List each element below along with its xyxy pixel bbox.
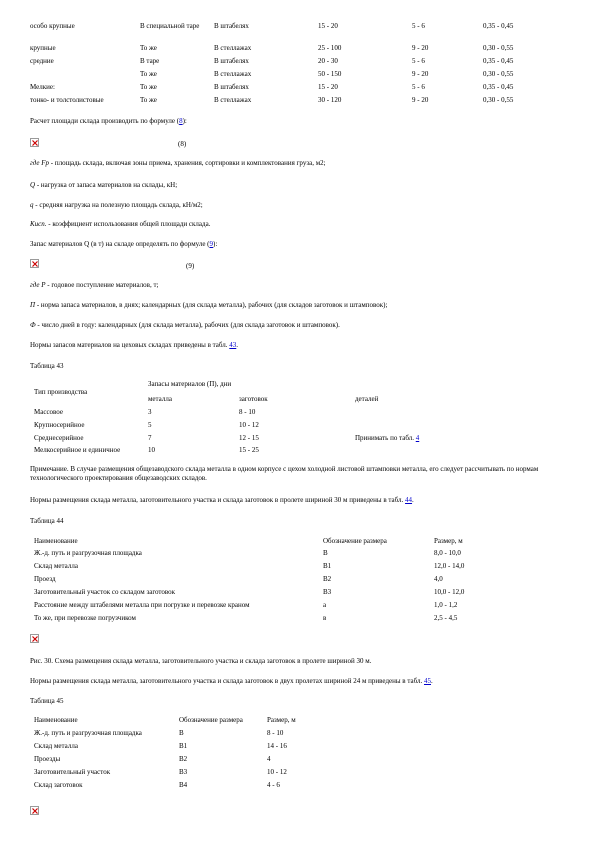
table-cell: 0,30 - 0,55 bbox=[483, 70, 514, 78]
paragraph bbox=[30, 677, 433, 686]
table-caption: Таблица 44 bbox=[30, 517, 64, 525]
table-cell: 0,35 - 0,45 bbox=[483, 57, 514, 65]
variable: где Fp bbox=[30, 159, 49, 167]
table-cell: средние bbox=[30, 57, 54, 65]
table-cell: B4 bbox=[179, 781, 188, 789]
paragraph-text: - годовое поступление материалов, т; bbox=[45, 281, 159, 289]
table-cell: 5 - 6 bbox=[412, 83, 425, 91]
column-header: Размер, м bbox=[434, 537, 463, 545]
table-cell: Мелкие: bbox=[30, 83, 55, 91]
paragraph-text: . bbox=[431, 677, 433, 685]
table-cell: Заготовительный участок со складом заготовок bbox=[34, 588, 176, 596]
note-paragraph: Примечание. В случае размещения общезаводского склада металла в одном корпусе с цехом холодной листовой штамповки металла, его следует рассчитывать по нормам технологического проектирования общезаводских складов. bbox=[30, 465, 539, 482]
column-header: деталей bbox=[355, 395, 379, 403]
table-cell: 0,30 - 0,55 bbox=[483, 44, 514, 52]
paragraph bbox=[30, 181, 177, 190]
table-cell: крупные bbox=[30, 44, 56, 52]
formula-link[interactable]: 8 bbox=[179, 117, 183, 125]
table-cell: 2,5 - 4,5 bbox=[434, 614, 458, 622]
table-link[interactable]: 43 bbox=[229, 341, 237, 349]
paragraph-text: - нагрузка от запаса материалов на склады, кН; bbox=[35, 181, 178, 189]
table-cell: В специальной таре bbox=[140, 22, 200, 30]
table-cell: 8 - 10 bbox=[267, 729, 284, 737]
table-cell: 14 - 16 bbox=[267, 742, 287, 750]
paragraph-text: - площадь склада, включая зоны приема, хранения, сортировки и комплектования груза, м2; bbox=[49, 159, 326, 167]
table-cell: 1,0 - 1,2 bbox=[434, 601, 458, 609]
table-cell: 25 - 100 bbox=[318, 44, 342, 52]
table-cell: Склад заготовок bbox=[34, 781, 83, 789]
broken-image-icon bbox=[30, 806, 39, 815]
table-cell: B1 bbox=[179, 742, 188, 750]
paragraph-text: . bbox=[412, 496, 414, 504]
table-cell: Среднесерийное bbox=[34, 434, 84, 442]
paragraph bbox=[30, 281, 158, 290]
column-header: Наименование bbox=[34, 716, 78, 724]
column-header: Наименование bbox=[34, 537, 78, 545]
table-cell: 5 - 6 bbox=[412, 57, 425, 65]
table-cell: В стеллажах bbox=[214, 70, 252, 78]
table-cell: 8,0 - 10,0 bbox=[434, 549, 461, 557]
paragraph bbox=[30, 201, 203, 210]
table-cell: 15 - 25 bbox=[239, 446, 259, 454]
table-cell: 0,35 - 0,45 bbox=[483, 83, 514, 91]
table-caption: Таблица 43 bbox=[30, 362, 64, 370]
table-cell: 9 - 20 bbox=[412, 44, 429, 52]
paragraph bbox=[30, 240, 217, 249]
table-cell: 15 - 20 bbox=[318, 22, 338, 30]
table-cell: 5 - 6 bbox=[412, 22, 425, 30]
table-cell: 7 bbox=[148, 434, 152, 442]
paragraph-text: - число дней в году: календарных (для склада металла), рабочих (для склада заготовок и штамповок). bbox=[35, 321, 340, 329]
table-cell: особо крупные bbox=[30, 22, 75, 30]
table-cell: То же bbox=[140, 70, 157, 78]
table-link[interactable]: 4 bbox=[415, 434, 420, 442]
table-cell: То же bbox=[140, 44, 157, 52]
variable: q bbox=[30, 201, 34, 209]
table-cell: 10,0 - 12,0 bbox=[434, 588, 465, 596]
paragraph bbox=[30, 321, 340, 330]
formula-link[interactable]: 9 bbox=[209, 240, 214, 248]
column-header: Размер, м bbox=[267, 716, 296, 724]
table-cell: 30 - 120 bbox=[318, 96, 342, 104]
table-cell: Заготовительный участок bbox=[34, 768, 111, 776]
column-group-header: Запасы материалов (П), дни bbox=[148, 380, 232, 388]
paragraph-text: Нормы размещения склада металла, заготовительного участка и склада заготовок в пролете шириной 30 м приведены в табл. bbox=[30, 496, 406, 504]
formula-number: (8) bbox=[178, 140, 187, 148]
table-cell: 10 - 12 bbox=[267, 768, 287, 776]
table-cell: 10 bbox=[148, 446, 155, 454]
broken-image-icon bbox=[30, 259, 39, 268]
column-header: заготовок bbox=[239, 395, 268, 403]
paragraph bbox=[30, 117, 187, 126]
variable: где Р bbox=[30, 281, 46, 289]
paragraph-text: Расчет площади склада производить по формуле ( bbox=[30, 117, 180, 125]
column-header: Тип производства bbox=[34, 388, 88, 396]
table-cell: 0,35 - 0,45 bbox=[483, 22, 514, 30]
column-header: металла bbox=[148, 395, 172, 403]
variable: Кисп. bbox=[30, 220, 47, 228]
paragraph-text: - норма запаса материалов, в днях; календарных (для склада металла), рабочих (для складов заготовок и штамповок); bbox=[35, 301, 388, 309]
table-cell: B3 bbox=[323, 588, 332, 596]
table-cell: a bbox=[323, 601, 327, 609]
table-cell: 4,0 bbox=[434, 575, 443, 583]
paragraph bbox=[30, 220, 210, 229]
table-cell: 9 - 20 bbox=[412, 96, 429, 104]
paragraph bbox=[30, 301, 387, 310]
formula-number: (9) bbox=[186, 262, 195, 270]
table-cell: B2 bbox=[179, 755, 188, 763]
paragraph-text: ): bbox=[182, 117, 187, 125]
table-cell: В штабелях bbox=[214, 22, 249, 30]
paragraph-text: - коэффициент использования общей площади склада. bbox=[46, 220, 211, 228]
table-cell: 3 bbox=[148, 408, 152, 416]
paragraph-text: ): bbox=[213, 240, 218, 248]
table-cell: B bbox=[323, 549, 328, 557]
table-cell: 15 - 20 bbox=[318, 83, 338, 91]
table-cell: То же bbox=[140, 96, 157, 104]
table-cell: 5 bbox=[148, 421, 152, 429]
table-cell: Мелкосерийное и единичное bbox=[34, 446, 121, 454]
table-cell: 0,30 - 0,55 bbox=[483, 96, 514, 104]
broken-image-icon bbox=[30, 634, 39, 643]
table-link[interactable]: 44 bbox=[405, 496, 413, 504]
table-cell: Ж.-д. путь и разгрузочная площадка bbox=[34, 729, 142, 737]
paragraph-text: Запас материалов Q (в т) на складе определять по формуле ( bbox=[30, 240, 210, 248]
table-cell: Ж.-д. путь и разгрузочная площадка bbox=[34, 549, 142, 557]
table-cell: 12 - 15 bbox=[239, 434, 259, 442]
table-cell: 10 - 12 bbox=[239, 421, 259, 429]
table-cell: B3 bbox=[179, 768, 188, 776]
table-cell: 4 bbox=[267, 755, 271, 763]
column-header: Обозначение размера bbox=[323, 537, 387, 545]
paragraph bbox=[30, 496, 414, 505]
paragraph-text: Нормы размещения склада металла, заготовительного участка и склада заготовок в двух пролетах шириной 24 м приведены в табл. bbox=[30, 677, 424, 685]
table-cell: 50 - 150 bbox=[318, 70, 342, 78]
paragraph-text: - средняя нагрузка на полезную площадь склада, кН/м2; bbox=[33, 201, 203, 209]
table-cell: тонко- и толстолистовые bbox=[30, 96, 104, 104]
paragraph-text: . bbox=[236, 341, 239, 349]
table-cell: 8 - 10 bbox=[239, 408, 256, 416]
figure-caption: Рис. 30. Схема размещения склада металла, заготовительного участка и склада заготовок в пролете шириной 30 м. bbox=[30, 657, 372, 665]
table-cell: в bbox=[323, 614, 327, 622]
table-cell: То же, при перевозке погрузчиком bbox=[34, 614, 136, 622]
column-header: Обозначение размера bbox=[179, 716, 243, 724]
variable: П bbox=[30, 301, 36, 309]
table-cell: Проезд bbox=[34, 575, 56, 583]
table-cell: 4 - 6 bbox=[267, 781, 280, 789]
variable: Ф bbox=[30, 321, 36, 329]
table-cell: Склад металла bbox=[34, 742, 78, 750]
table-cell: Массовое bbox=[34, 408, 63, 416]
table-cell: В стеллажах bbox=[214, 96, 252, 104]
table-cell: 12,0 - 14,0 bbox=[434, 562, 465, 570]
table-cell: B2 bbox=[323, 575, 332, 583]
table-cell: В штабелях bbox=[214, 57, 249, 65]
table-cell: В стеллажах bbox=[214, 44, 252, 52]
table-cell: B bbox=[179, 729, 184, 737]
table-cell: В таре bbox=[140, 57, 160, 65]
broken-image-icon bbox=[30, 138, 39, 147]
paragraph bbox=[30, 159, 326, 168]
cell-text: Принимать по табл. bbox=[355, 434, 414, 442]
table-cell: Проезды bbox=[34, 755, 61, 763]
table-cell: 9 - 20 bbox=[412, 70, 429, 78]
table-cell: В штабелях bbox=[214, 83, 249, 91]
paragraph-text: Нормы запасов материалов на цеховых складах приведены в табл. bbox=[30, 341, 230, 349]
paragraph bbox=[30, 341, 238, 350]
variable: Q bbox=[30, 181, 36, 189]
table-cell: Склад металла bbox=[34, 562, 78, 570]
table-cell bbox=[355, 434, 419, 442]
table-cell: Крупносерийное bbox=[34, 421, 85, 429]
table-caption: Таблица 45 bbox=[30, 697, 64, 705]
table-cell: То же bbox=[140, 83, 157, 91]
table-cell: 20 - 30 bbox=[318, 57, 338, 65]
table-cell: Расстояние между штабелями металла при погрузке и перевозке краном bbox=[34, 601, 250, 609]
table-link[interactable]: 45 bbox=[424, 677, 431, 685]
table-cell: B1 bbox=[323, 562, 332, 570]
